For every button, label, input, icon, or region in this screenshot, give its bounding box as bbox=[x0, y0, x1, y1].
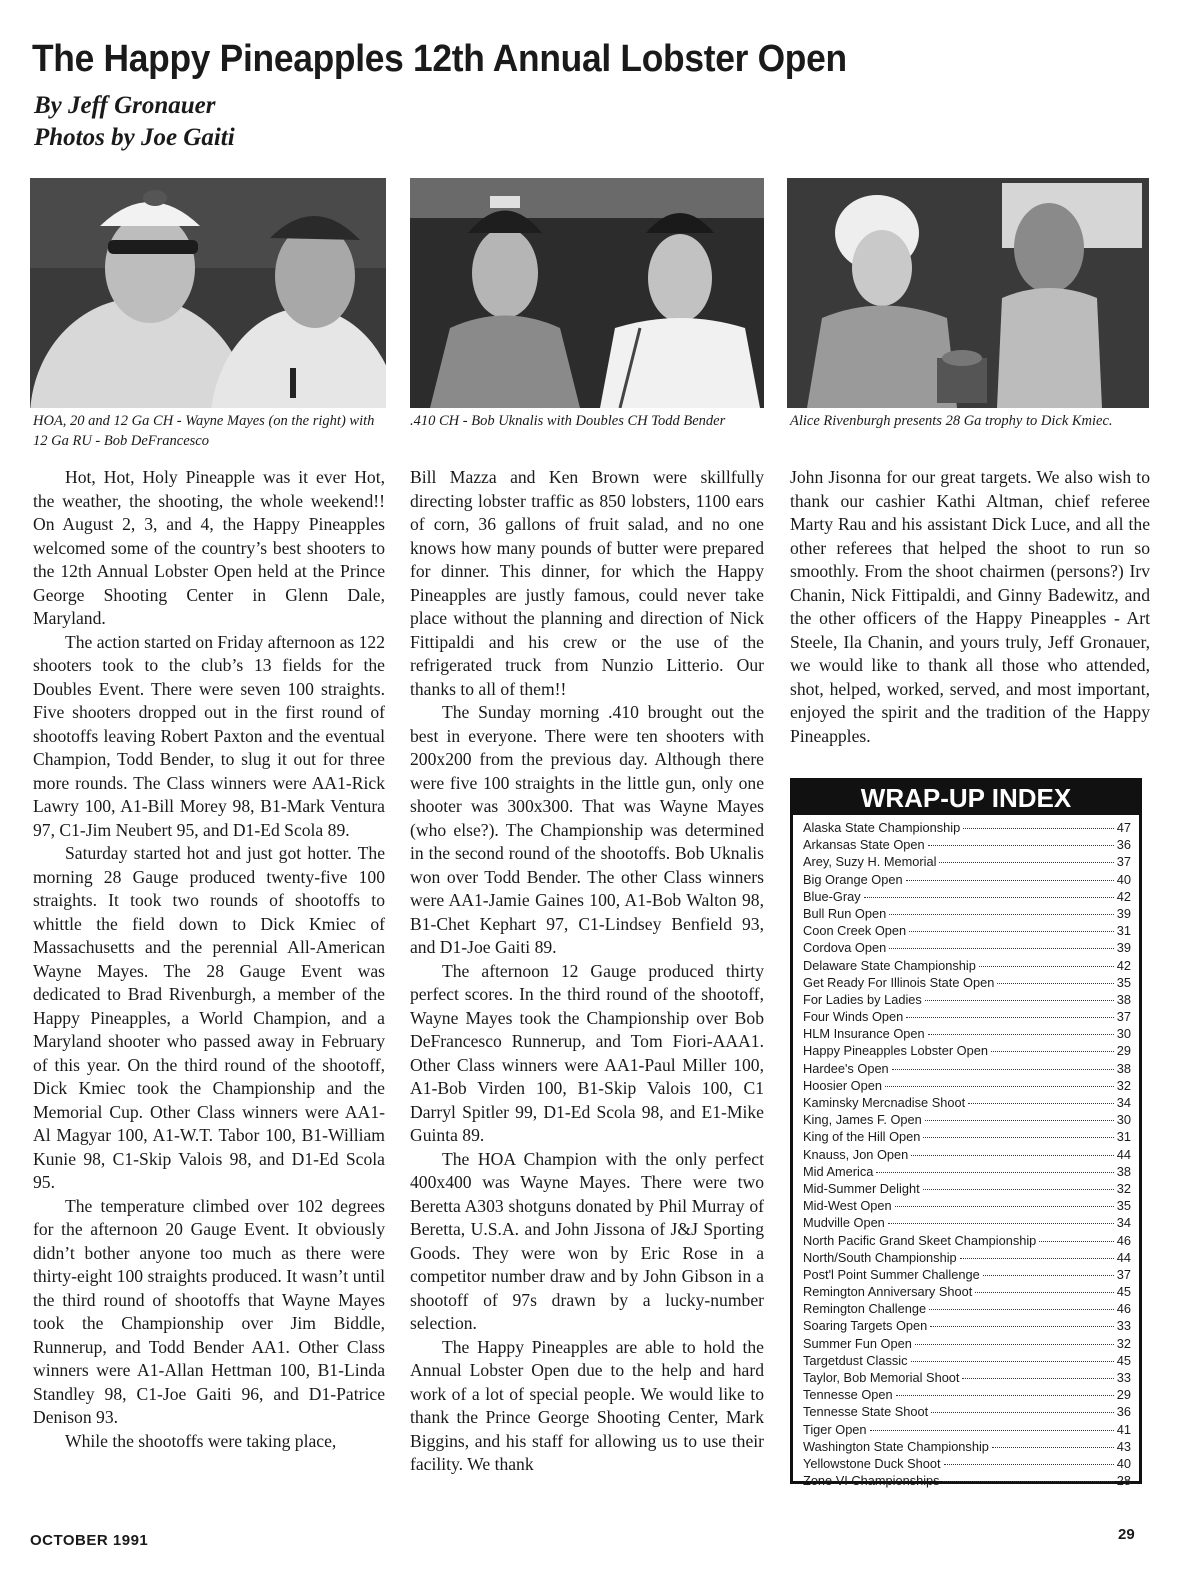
wrap-up-index bbox=[790, 778, 1142, 1489]
index-entry-page: 30 bbox=[1116, 1112, 1131, 1128]
wrap-up-index-item bbox=[803, 1386, 1131, 1403]
dot-leader bbox=[975, 1292, 1113, 1293]
dot-leader bbox=[864, 897, 1114, 898]
index-entry-name: Tennesse Open bbox=[803, 1387, 893, 1403]
paragraph: John Jisonna for our great targets. We also wish to thank our cashier Kathi Altman, chief referee Marty Rau and his assistant Dick Luce, and all the other referees that helped the shoot to run so smoothly. From the shoot chairmen (persons?) Irv Chanin, Nick Fittipaldi, and Ginny Badewitz, and the other officers of the Happy Pineapples - Art Steele, Ila Chanin, and yours truly, Jeff Gronauer, we would like to thank all those who attended, shot, helped, worked, served, and most important, enjoyed the spirit and the tradition of the Happy Pineapples. bbox=[790, 467, 1150, 746]
index-entry-page: 30 bbox=[1116, 1026, 1131, 1042]
wrap-up-index-item bbox=[803, 1008, 1131, 1025]
index-entry-name: Mid-West Open bbox=[803, 1198, 892, 1214]
wrap-up-index-list bbox=[793, 815, 1139, 1489]
article-column-3 bbox=[790, 466, 1150, 748]
dot-leader bbox=[889, 914, 1114, 915]
index-entry-page: 36 bbox=[1116, 837, 1131, 853]
dot-leader bbox=[876, 1172, 1113, 1173]
dot-leader bbox=[925, 1120, 1114, 1121]
wrap-up-index-title: WRAP-UP INDEX bbox=[793, 781, 1139, 815]
dot-leader bbox=[979, 966, 1114, 967]
index-entry-page: 36 bbox=[1116, 1404, 1131, 1420]
dot-leader bbox=[960, 1258, 1114, 1259]
dot-leader bbox=[928, 845, 1114, 846]
wrap-up-index-item bbox=[803, 922, 1131, 939]
index-entry-name: HLM Insurance Open bbox=[803, 1026, 925, 1042]
index-entry-page: 38 bbox=[1116, 991, 1131, 1007]
index-entry-page: 34 bbox=[1116, 1095, 1131, 1110]
page-number: 29 bbox=[1118, 1526, 1135, 1543]
index-entry-name: Tennesse State Shoot bbox=[803, 1404, 929, 1420]
wrap-up-index-item bbox=[803, 1214, 1131, 1231]
index-entry-name: Knauss, Jon Open bbox=[803, 1146, 909, 1162]
paragraph: While the shootoffs were taking place, bbox=[65, 1430, 337, 1451]
index-entry-name: Cordova Open bbox=[803, 940, 887, 956]
wrap-up-index-item bbox=[803, 1111, 1131, 1128]
wrap-up-index-item bbox=[803, 1197, 1131, 1214]
wrap-up-index-item bbox=[803, 1249, 1131, 1266]
paragraph: The action started on Friday afternoon as 122 shooters took to the club’s 13 fields for the Doubles Event. There were seven 100 straights. Five shooters dropped out in the first round of shootoffs leaving Robert Paxton and the eventual Champion, Todd Bender, to slug it out for three more rounds. The Class winners were AA1-Rick Lawry 100, A1-Bill Morey 98, B1-Mark Ventura 97, C1-Jim Neubert 95, and D1-Ed Scola 89. bbox=[33, 631, 386, 840]
wrap-up-index-item bbox=[803, 1128, 1131, 1145]
wrap-up-index-item bbox=[803, 1421, 1131, 1438]
index-entry-page: 47 bbox=[1116, 820, 1131, 835]
wrap-up-index-item bbox=[803, 1455, 1131, 1472]
index-entry-page: 32 bbox=[1116, 1077, 1131, 1093]
wrap-up-index-item bbox=[803, 1335, 1131, 1352]
photo-credit: Photos by Joe Gaiti bbox=[34, 124, 235, 151]
wrap-up-index-item bbox=[803, 991, 1131, 1008]
index-entry-page: 29 bbox=[1116, 1387, 1131, 1403]
photo-caption: Alice Rivenburgh presents 28 Ga trophy to Dick Kmiec. bbox=[790, 413, 1113, 429]
photo-caption: .410 CH - Bob Uknalis with Doubles CH Todd Bender bbox=[410, 413, 726, 429]
wrap-up-index-item bbox=[803, 1180, 1131, 1197]
dot-leader bbox=[892, 1069, 1114, 1070]
index-entry-name: Blue-Gray bbox=[803, 888, 861, 904]
photo-wayne-mayes-bob-defrancesco bbox=[30, 178, 386, 408]
dot-leader bbox=[983, 1275, 1114, 1276]
dot-leader bbox=[943, 1481, 1114, 1482]
index-entry-page: 41 bbox=[1116, 1421, 1131, 1437]
index-entry-page: 29 bbox=[1116, 1043, 1131, 1059]
dot-leader bbox=[928, 1034, 1114, 1035]
paragraph: Bill Mazza and Ken Brown were skillfully directing lobster traffic as 850 lobsters, 1100 ears of corn, 36 gallons of fruit salad, and no one knows how many pounds of butter were prepared for dinner. This dinner, for which the Happy Pineapples are justly famous, could never take place without the planning and direction of Nick Fittipaldi and his crew or the use of the refrigerated truck from Nunzio Litterio. Our thanks to all of them!! bbox=[410, 467, 764, 699]
index-entry-page: 37 bbox=[1116, 854, 1131, 870]
index-entry-name: Bull Run Open bbox=[803, 905, 887, 921]
index-entry-name: Remington Challenge bbox=[803, 1301, 927, 1317]
wrap-up-index-item bbox=[803, 1438, 1131, 1455]
index-entry-name: Mid America bbox=[803, 1163, 874, 1179]
index-entry-name: Tiger Open bbox=[803, 1421, 867, 1437]
wrap-up-index-item bbox=[803, 1472, 1131, 1489]
index-entry-page: 45 bbox=[1116, 1352, 1131, 1368]
index-entry-page: 40 bbox=[1116, 1455, 1131, 1471]
wrap-up-index-item bbox=[803, 1232, 1131, 1249]
index-entry-name: Targetdust Classic bbox=[803, 1352, 908, 1368]
wrap-up-index-item bbox=[803, 1163, 1131, 1180]
index-entry-name: Coon Creek Open bbox=[803, 923, 907, 939]
paragraph: The temperature climbed over 102 degrees for the afternoon 20 Gauge Event. It obviously didn’t bother anyone too much as there were thirty-eight 100 straights produced. It wasn’t until the third round of shootoffs that Wayne Mayes took the Championship over Jim Biddle, Runnerup, and Todd Bender AA1. Other Class winners were A1-Allan Hettman 100, B1-Linda Standley 98, C1-Joe Gaiti 96, and D1-Patrice Denison 93. bbox=[33, 1195, 385, 1427]
index-entry-page: 42 bbox=[1116, 888, 1131, 904]
index-entry-name: North/South Championship bbox=[803, 1249, 957, 1265]
index-entry-page: 46 bbox=[1116, 1301, 1131, 1317]
dot-leader bbox=[915, 1344, 1114, 1345]
index-entry-name: Remington Anniversary Shoot bbox=[803, 1284, 973, 1300]
index-entry-page: 33 bbox=[1116, 1370, 1131, 1385]
wrap-up-index-item bbox=[803, 819, 1131, 836]
wrap-up-index-item bbox=[803, 1094, 1131, 1111]
dot-leader bbox=[906, 1017, 1113, 1018]
paragraph: Saturday started hot and just got hotter. The morning 28 Gauge produced twenty-five 100 straights. It took two rounds of shootoffs to whittle the field down to Dick Kmiec of Massachusetts and the perennial All-American Wayne Mayes. The 28 Gauge Event was dedicated to Brad Rivenburgh, a member of the Happy Pineapples, a World Champion, and a Maryland shooter who passed away in February of this year. On the third round of the shootoff, Dick Kmiec took the Championship and the Memorial Cup. Other Class winners were AA1-Al Magyar 100, A1-W.T. Tabor 100, B1-William Kunie 98, C1-Skip Valois 98, and D1-Ed Scola 95. bbox=[33, 843, 385, 1192]
wrap-up-index-item bbox=[803, 1025, 1131, 1042]
paragraph: The HOA Champion with the only perfect 400x400 was Wayne Mayes. There were two Beretta A303 shotguns donated by Phil Murray of Beretta, U.S.A. and John Jissona of J&J Sporting Goods. They were won by Eric Rose in a competitor number draw and by John Gibson in a shootoff of 97s drawn by a lucky-number selection. bbox=[410, 1148, 764, 1333]
index-entry-page: 45 bbox=[1116, 1284, 1131, 1300]
index-entry-name: Delaware State Championship bbox=[803, 957, 976, 973]
index-entry-name: Happy Pineapples Lobster Open bbox=[803, 1043, 988, 1059]
wrap-up-index-item bbox=[803, 974, 1131, 991]
index-entry-name: Soaring Targets Open bbox=[803, 1318, 928, 1334]
dot-leader bbox=[992, 1447, 1114, 1448]
wrap-up-index-item bbox=[803, 905, 1131, 922]
index-entry-name: King, James F. Open bbox=[803, 1112, 922, 1128]
index-entry-name: North Pacific Grand Skeet Championship bbox=[803, 1232, 1037, 1248]
dot-leader bbox=[991, 1051, 1114, 1052]
index-entry-name: Yellowstone Duck Shoot bbox=[803, 1455, 941, 1471]
byline bbox=[34, 90, 235, 154]
index-entry-page: 37 bbox=[1116, 1266, 1131, 1282]
wrap-up-index-item bbox=[803, 1060, 1131, 1077]
dot-leader bbox=[888, 1223, 1114, 1224]
dot-leader bbox=[968, 1103, 1114, 1104]
article-column-1 bbox=[33, 466, 385, 1453]
paragraph: The Happy Pineapples are able to hold the Annual Lobster Open due to the help and hard work of a lot of special people. We would like to thank the Prince George Shooting Center, Mark Biggins, and his staff for allowing us to use their facility. We thank bbox=[410, 1336, 764, 1474]
index-entry-page: 44 bbox=[1116, 1146, 1131, 1162]
wrap-up-index-item bbox=[803, 957, 1131, 974]
dot-leader bbox=[962, 1378, 1113, 1379]
dot-leader bbox=[963, 828, 1114, 829]
dot-leader bbox=[896, 1395, 1114, 1396]
dot-leader bbox=[911, 1155, 1113, 1156]
index-entry-name: Mid-Summer Delight bbox=[803, 1180, 920, 1196]
index-entry-page: 35 bbox=[1116, 974, 1131, 990]
photo-caption: HOA, 20 and 12 Ga CH - Wayne Mayes (on the right) with 12 Ga RU - Bob DeFrancesco bbox=[33, 413, 375, 449]
dot-leader bbox=[909, 931, 1114, 932]
dot-leader bbox=[885, 1086, 1114, 1087]
author-credit: By Jeff Gronauer bbox=[34, 92, 216, 119]
wrap-up-index-item bbox=[803, 871, 1131, 888]
index-entry-page: 32 bbox=[1116, 1335, 1131, 1351]
dot-leader bbox=[895, 1206, 1114, 1207]
index-entry-name: Four Winds Open bbox=[803, 1009, 904, 1025]
wrap-up-index-item bbox=[803, 1266, 1131, 1283]
index-entry-name: Get Ready For Illinois State Open bbox=[803, 974, 995, 990]
wrap-up-index-item bbox=[803, 888, 1131, 905]
dot-leader bbox=[911, 1361, 1114, 1362]
index-entry-page: 39 bbox=[1116, 905, 1131, 921]
index-entry-name: Mudville Open bbox=[803, 1215, 885, 1231]
index-entry-page: 38 bbox=[1116, 1163, 1131, 1179]
dot-leader bbox=[1039, 1241, 1113, 1242]
paragraph: The Sunday morning .410 brought out the best in everyone. There were ten shooters with 200x200 from the previous day. Although there were five 100 straights in the little gun, only one shooter was 300x300. That was Wayne Mayes (who else?). The Championship was determined in the second round of the shootoffs. Bob Uknalis won over Todd Bender. The other Class winners were AA1-Jamie Gaines 100, A1-Bob Walton 98, B1-Chet Kephart 97, C1-Lindsey Benfield 93, and D1-Joe Gaiti 89. bbox=[410, 702, 764, 957]
index-entry-name: Hardee's Open bbox=[803, 1060, 889, 1076]
index-entry-name: Kaminsky Mercnadise Shoot bbox=[803, 1095, 966, 1110]
index-entry-page: 31 bbox=[1116, 1129, 1131, 1145]
index-entry-name: Taylor, Bob Memorial Shoot bbox=[803, 1370, 960, 1385]
article-column-2 bbox=[410, 466, 764, 1477]
dot-leader bbox=[923, 1189, 1114, 1190]
wrap-up-index-item bbox=[803, 1077, 1131, 1094]
index-entry-name: Hoosier Open bbox=[803, 1077, 882, 1093]
index-entry-name: King of the Hill Open bbox=[803, 1129, 921, 1145]
dot-leader bbox=[923, 1137, 1113, 1138]
index-entry-page: 46 bbox=[1116, 1232, 1131, 1248]
index-entry-name: Big Orange Open bbox=[803, 871, 903, 887]
wrap-up-index-item bbox=[803, 1352, 1131, 1369]
wrap-up-index-item bbox=[803, 1300, 1131, 1317]
index-entry-name: Post'l Point Summer Challenge bbox=[803, 1266, 980, 1282]
dot-leader bbox=[906, 880, 1114, 881]
index-entry-name: Arey, Suzy H. Memorial bbox=[803, 854, 937, 870]
photo-alice-rivenburgh-dick-kmiec bbox=[787, 178, 1149, 408]
dot-leader bbox=[931, 1412, 1114, 1413]
dot-leader bbox=[925, 1000, 1114, 1001]
index-entry-name: Summer Fun Open bbox=[803, 1335, 912, 1351]
index-entry-page: 42 bbox=[1116, 957, 1131, 973]
wrap-up-index-item bbox=[803, 1146, 1131, 1163]
dot-leader bbox=[997, 983, 1113, 984]
dot-leader bbox=[939, 862, 1113, 863]
index-entry-page: 35 bbox=[1116, 1198, 1131, 1214]
dot-leader bbox=[930, 1326, 1114, 1327]
index-entry-name: Zone VI Championships bbox=[803, 1473, 940, 1489]
issue-date: OCTOBER 1991 bbox=[30, 1532, 149, 1549]
wrap-up-index-item bbox=[803, 1283, 1131, 1300]
index-entry-page: 32 bbox=[1116, 1180, 1131, 1196]
article-title: The Happy Pineapples 12th Annual Lobster Open bbox=[32, 38, 847, 80]
index-entry-page: 31 bbox=[1116, 923, 1131, 939]
dot-leader bbox=[870, 1430, 1114, 1431]
index-entry-name: For Ladies by Ladies bbox=[803, 991, 922, 1007]
dot-leader bbox=[889, 948, 1114, 949]
index-entry-page: 37 bbox=[1116, 1009, 1131, 1025]
index-entry-page: 39 bbox=[1116, 940, 1131, 956]
wrap-up-index-item bbox=[803, 836, 1131, 853]
index-entry-name: Alaska State Championship bbox=[803, 820, 961, 835]
index-entry-page: 40 bbox=[1116, 871, 1131, 887]
index-entry-name: Arkansas State Open bbox=[803, 837, 925, 853]
index-entry-name: Washington State Championship bbox=[803, 1438, 989, 1454]
index-entry-page: 34 bbox=[1116, 1215, 1131, 1231]
dot-leader bbox=[944, 1464, 1114, 1465]
wrap-up-index-item bbox=[803, 1403, 1131, 1420]
wrap-up-index-item bbox=[803, 1369, 1131, 1386]
index-entry-page: 44 bbox=[1116, 1249, 1131, 1265]
dot-leader bbox=[929, 1309, 1114, 1310]
photo-bob-uknalis-todd-bender bbox=[410, 178, 764, 408]
index-entry-page: 28 bbox=[1116, 1473, 1131, 1489]
wrap-up-index-item bbox=[803, 1042, 1131, 1059]
index-entry-page: 33 bbox=[1116, 1318, 1131, 1334]
index-entry-page: 38 bbox=[1116, 1060, 1131, 1076]
wrap-up-index-item bbox=[803, 1317, 1131, 1334]
paragraph: Hot, Hot, Holy Pineapple was it ever Hot, the weather, the shooting, the whole weekend!! On August 2, 3, and 4, the Happy Pineapples welcomed some of the country’s best shooters to the 12th Annual Lobster Open held at the Prince George Shooting Center in Glenn Dale, Maryland. bbox=[33, 467, 385, 628]
paragraph: The afternoon 12 Gauge produced thirty perfect scores. In the third round of the shootoff, Wayne Mayes took the Championship over Bob DeFrancesco Runnerup, and Tom Fiori-AAA1. Other Class winners were AA1-Paul Miller 100, A1-Bob Virden 100, B1-Skip Valois 100, C1 Darryl Spitler 99, D1-Ed Scola 98, and E1-Mike Guinta 89. bbox=[410, 960, 764, 1145]
wrap-up-index-item bbox=[803, 853, 1131, 870]
index-entry-page: 43 bbox=[1116, 1438, 1131, 1454]
wrap-up-index-item bbox=[803, 939, 1131, 956]
